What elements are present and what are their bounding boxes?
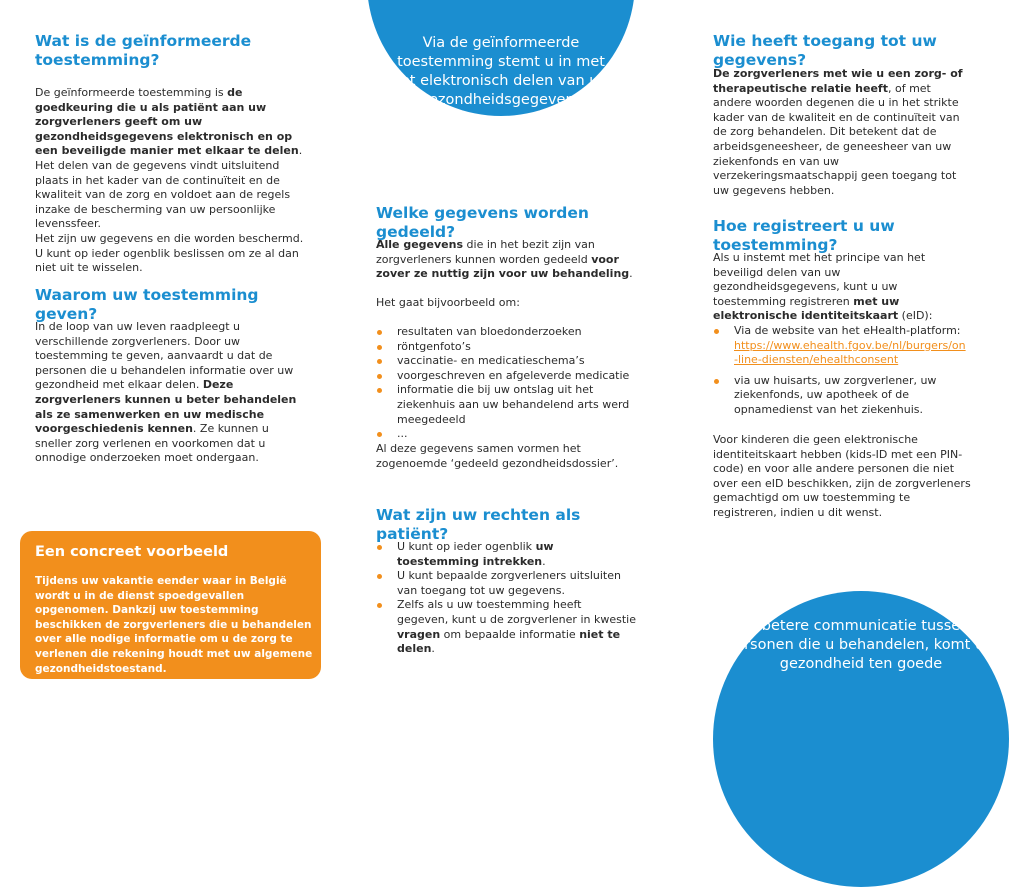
children-registration-paragraph: Voor kinderen die geen elektronische identiteitskaart hebben (kids-ID met een PIN-code) en voor alle andere personen die niet over een eID beschikken, zijn de zorgverleners gemachtigd om uw toestemming te registreren, indien u dit wenst. [713,433,971,519]
ehealth-consent-link[interactable]: https://www.ehealth.fgov.be/nl/burgers/on-line-diensten/ehealthconsent [734,338,966,367]
data-examples-list [376,325,646,442]
informed-consent-paragraph-2: Het zijn uw gegevens en die worden beschermd. U kunt op ieder ogenblik beslissen om ze al dan niet uit te wisselen. [35,231,304,275]
bullet-icon [377,330,382,335]
bullet-icon [377,388,382,393]
list-item: U kunt bepaalde zorgverleners uitsluiten van toegang tot uw gegevens. [376,569,636,598]
list-item: vaccinatie- en medicatieschema’s [376,354,646,369]
which-data-intro: Het gaat bijvoorbeeld om: [376,296,520,309]
rights-list [376,540,636,657]
example-box-title: Een concreet voorbeeld [35,544,229,560]
list-item: röntgenfoto’s [376,340,646,355]
bullet-icon [714,329,719,334]
bullet-icon [377,545,382,550]
list-item: ... [376,427,646,442]
heading-why-consent: Waarom uw toestemming geven? [35,286,259,323]
list-item: Via de website van het eHealth-platform: https://www.ehealth.fgov.be/nl/burgers/on-line-diensten/ehealthconsent [713,324,969,368]
bullet-icon [377,603,382,608]
heading-register-consent: Hoe registreert u uw toestemming? [713,217,895,254]
list-item: resultaten van bloedonderzoeken [376,325,646,340]
heading-who-has-access: Wie heeft toegang tot uw gegevens? [713,32,937,69]
list-item: informatie die bij uw ontslag uit het ziekenhuis aan uw behandelend arts werd meegedeeld [376,383,646,427]
shared-dossier-paragraph: Al deze gegevens samen vormen het zogenoemde ‘gedeeld gezondheidsdossier’. [376,442,619,470]
heading-patient-rights: Wat zijn uw rechten als patiënt? [376,506,581,543]
who-has-access-paragraph: De zorgverleners met wie u een zorg- of therapeutische relatie heeft, of met andere woorden degenen die u in het strikte kader van de kwaliteit en de continuïteit van de zorg behandelen. Dit betekent dat de arbeidsgeneesheer, de geneesheer van uw ziekenfonds en van uw verzekeringsmaatschappij geen toegang tot uw gegevens hebben. [713,67,963,197]
heading-which-data: Welke gegevens worden gedeeld? [376,204,589,241]
heading-informed-consent: Wat is de geïnformeerde toestemming? [35,32,252,69]
bullet-icon [377,359,382,364]
register-consent-paragraph: Als u instemt met het principe van het beveiligd delen van uw gezondheidsgegevens, kunt u uw toestemming registreren met uw elektronische identiteitskaart (eID): [713,251,933,323]
bullet-icon [714,379,719,384]
bullet-icon [377,574,382,579]
list-item: U kunt op ieder ogenblik uw toestemming intrekken. [376,540,636,569]
bottom-circle-text: Een betere communicatie tussen de personen die u behandelen, komt uw gezondheid ten goede [725,618,997,672]
example-box-text: Tijdens uw vakantie eender waar in België wordt u in de dienst spoedgevallen opgenomen. Dankzij uw toestemming beschikken de zorgverleners die u behandelen over alle nodige informatie om u de zorg te verlenen die rekening houdt met uw algemene gezondheidstoestand. [35,575,313,675]
bullet-icon [377,345,382,350]
bullet-icon [377,432,382,437]
which-data-paragraph: Alle gegevens die in het bezit zijn van zorgverleners kunnen worden gedeeld voor zover ze nuttig zijn voor uw behandeling. [376,238,633,281]
register-methods-list [713,324,969,418]
top-circle-text: Via de geïnformeerde toestemming stemt u in met het elektronisch delen van uw gezondheidsgegevens [391,35,611,108]
bullet-icon [377,374,382,379]
list-item: voorgeschreven en afgeleverde medicatie [376,369,646,384]
why-consent-paragraph: In de loop van uw leven raadpleegt u verschillende zorgverleners. Door uw toestemming te geven, aanvaardt u dat de personen die u behandelen informatie over uw gezondheid met elkaar delen. Deze zorgverleners kunnen u beter behandelen als ze samenwerken en uw medische voorgeschiedenis kennen. Ze kunnen u sneller zorg verlenen en voorkomen dat u onnodige onderzoeken moet ondergaan. [35,320,297,465]
list-item: Zelfs als u uw toestemming heeft gegeven, kunt u de zorgverlener in kwestie vragen om bepaalde informatie niet te delen. [376,598,636,656]
section-informed-consent [35,86,307,276]
informed-consent-paragraph: De geïnformeerde toestemming is de goedkeuring die u als patiënt aan uw zorgverleners geeft om uw gezondheidsgegevens elektronisch en op een beveiligde manier met elkaar te delen. Het delen van de gegevens vindt uitsluitend plaats in het kader van de continuïteit en de kwaliteit van de zorg en voldoet aan de regels inzake de bescherming van uw persoonlijke levenssfeer. [35,86,303,231]
list-item: via uw huisarts, uw zorgverlener, uw ziekenfonds, uw apotheek of de opnamedienst van het ziekenhuis. [713,374,969,418]
